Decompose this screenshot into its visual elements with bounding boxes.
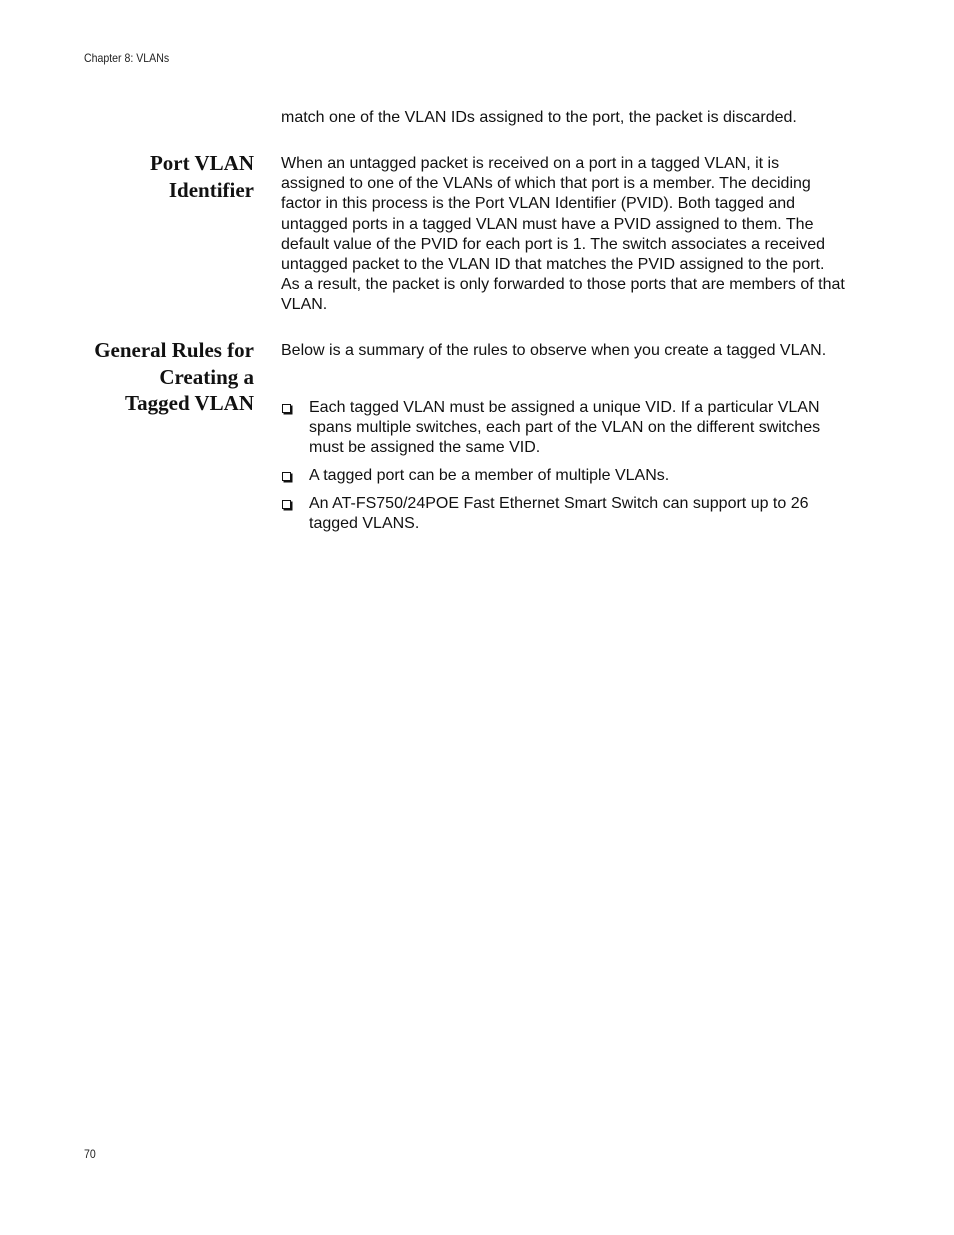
list-item-text: Each tagged VLAN must be assigned a unique VID. If a particular VLAN spans multiple switches, each part of the VLAN on the different switches must be assigned the same VID. (309, 399, 821, 457)
running-head: Chapter 8: VLANs (84, 51, 170, 65)
heading-line: General Rules for (94, 338, 254, 362)
section-heading-port-vlan-identifier (54, 150, 254, 203)
list-item (281, 494, 846, 534)
general-rules-intro-paragraph: Below is a summary of the rules to observe when you create a tagged VLAN. (281, 342, 827, 359)
heading-line: Identifier (168, 177, 254, 202)
list-item-text: An AT-FS750/24POE Fast Ethernet Smart Switch can support up to 26 tagged VLANS. (309, 494, 809, 533)
checkbox-square-icon (282, 472, 291, 481)
checkbox-square-icon (282, 404, 291, 413)
heading-line: Creating a (159, 364, 254, 389)
list-item-text: A tagged port can be a member of multiple VLANs. (309, 467, 670, 485)
rules-bullet-list (281, 398, 846, 542)
port-vlan-identifier-paragraph: When an untagged packet is received on a port in a tagged VLAN, it is assigned to one of the VLANs of which that port is a member. The deciding factor in this process is the Port VLAN Identifier (PVID). Both tagged and untagged ports in a tagged VLAN must have a PVID assigned to them. The default value of the PVID for each port is 1. The switch associates a received untagged packet to the VLAN ID that matches the PVID assigned to the port. As a result, the packet is only forwarded to those ports that are members of that VLAN. (281, 155, 845, 314)
list-item (281, 466, 846, 486)
checkbox-square-icon (282, 500, 291, 509)
page-number: 70 (84, 1147, 96, 1161)
intro-continuation-text: match one of the VLAN IDs assigned to the port, the packet is discarded. (281, 109, 797, 126)
list-item (281, 398, 846, 459)
heading-line: Port VLAN (149, 151, 254, 175)
heading-line: Tagged VLAN (125, 391, 254, 415)
section-heading-general-rules (54, 337, 254, 417)
